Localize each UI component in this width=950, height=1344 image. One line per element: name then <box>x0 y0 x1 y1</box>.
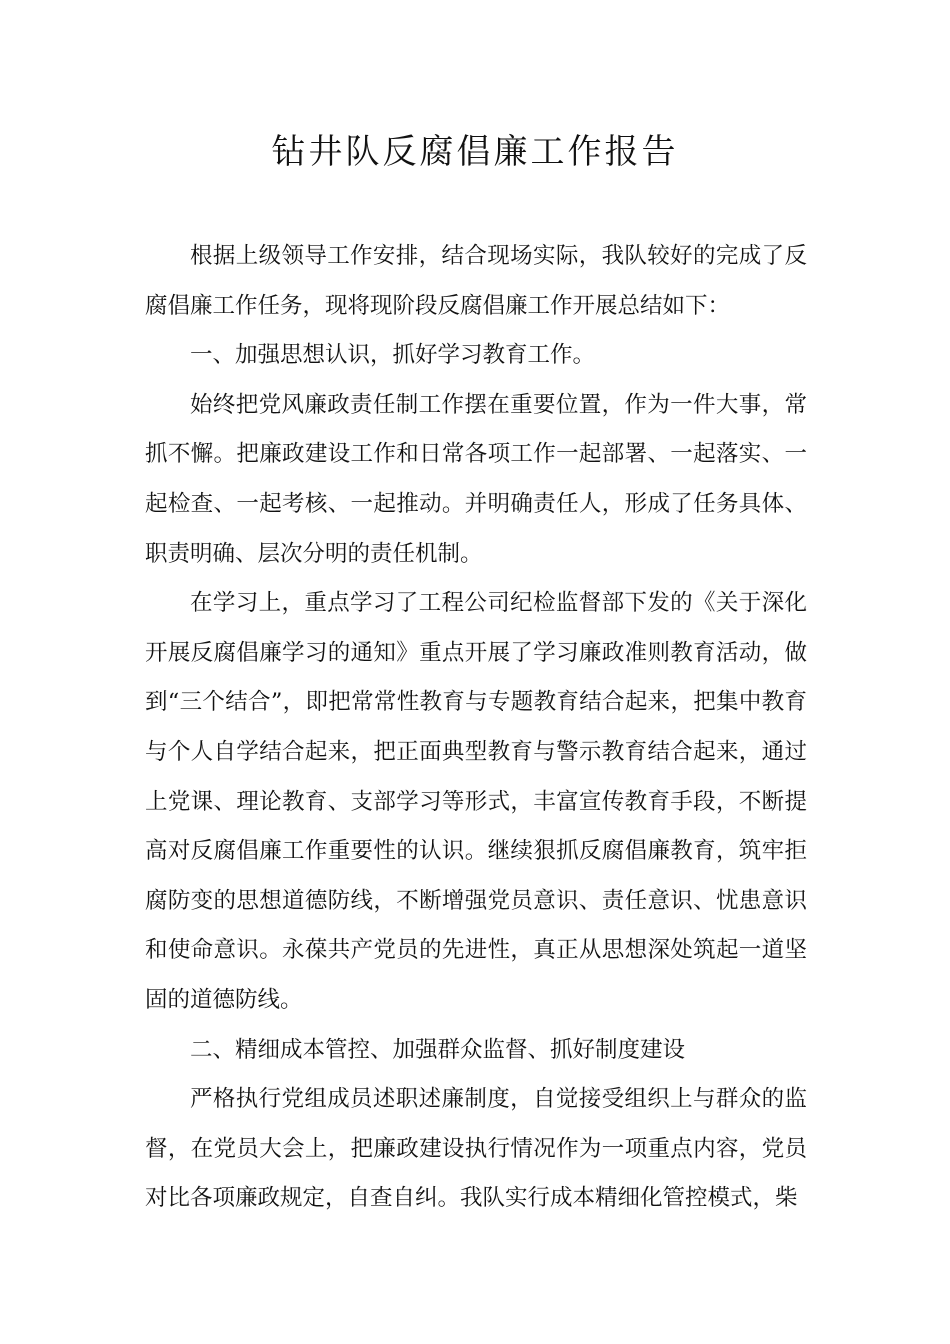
body-paragraph: 在学习上，重点学习了工程公司纪检监督部下发的《关于深化开展反腐倡廉学习的通知》重点开展了学习廉政准则教育活动，做到“三个结合”，即把常常性教育与专题教育结合起来，把集中教育与个人自学结合起来，把正面典型教育与警示教育结合起来，通过上党课、理论教育、支部学习等形式，丰富宣传教育手段，不断提高对反腐倡廉工作重要性的认识。继续狠抓反腐倡廉教育，筑牢拒腐防变的思想道德防线，不断增强党员意识、责任意识、忧患意识和使命意识。永葆共产党员的先进性，真正从思想深处筑起一道坚固的道德防线。 <box>145 590 807 1013</box>
body-paragraph: 严格执行党组成员述职述廉制度，自觉接受组织上与群众的监督，在党员大会上，把廉政建设执行情况作为一项重点内容，党员对比各项廉政规定，自查自纠。我队实行成本精细化管控模式，柴 <box>145 1086 807 1212</box>
section-heading-1: 一、加强思想认识，抓好学习教育工作。 <box>190 342 596 369</box>
document-title: 钻井队反腐倡廉工作报告 <box>271 132 679 172</box>
body-paragraph: 始终把党风廉政责任制工作摆在重要位置，作为一件大事，常抓不懈。把廉政建设工作和日常各项工作一起部署、一起落实、一起检查、一起考核、一起推动。并明确责任人，形成了任务具体、职责明确、层次分明的责任机制。 <box>145 391 807 567</box>
intro-paragraph: 根据上级领导工作安排，结合现场实际，我队较好的完成了反腐倡廉工作任务，现将现阶段反腐倡廉工作开展总结如下： <box>145 243 807 319</box>
section-heading-2: 二、精细成本管控、加强群众监督、抓好制度建设 <box>190 1036 686 1063</box>
document-body <box>145 232 807 1224</box>
